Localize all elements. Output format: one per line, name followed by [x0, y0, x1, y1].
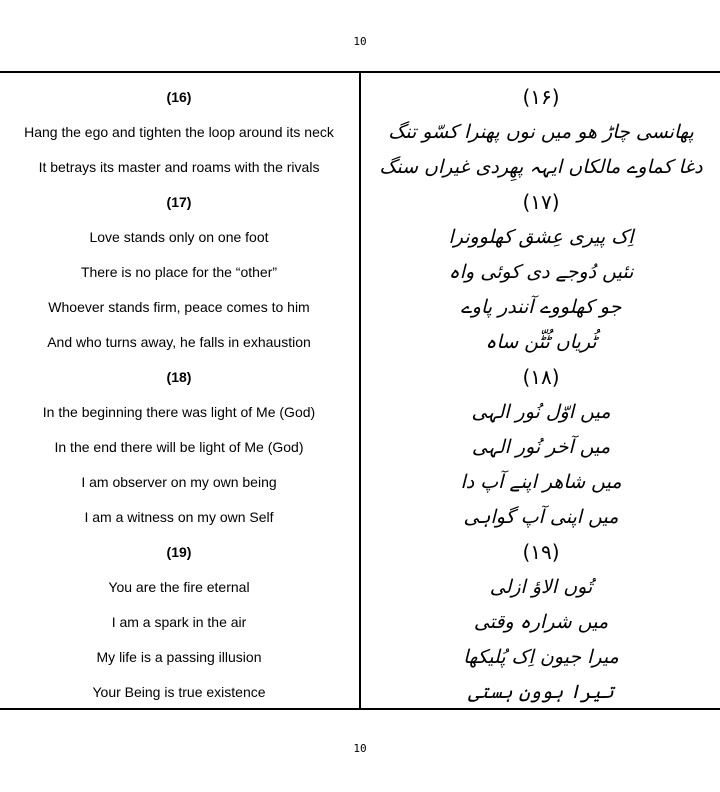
english-line: I am observer on my own being [81, 474, 277, 490]
verse-number-urdu: (۱۸) [522, 365, 560, 389]
verse-number-urdu: (۱۹) [522, 540, 560, 564]
english-line: Love stands only on one foot [89, 229, 269, 245]
english-line: I am a witness on my own Self [84, 509, 274, 525]
verse-heading-row [0, 362, 720, 392]
table-bottom-rule [0, 708, 720, 710]
verse-row [0, 607, 720, 637]
verse-number-english: (18) [166, 369, 192, 385]
urdu-line: میں شرارہ وقتی [473, 611, 609, 633]
english-line: Hang the ego and tighten the loop around its neck [24, 124, 334, 140]
verse-number-urdu: (۱۷) [522, 190, 560, 214]
english-line: In the beginning there was light of Me (God) [42, 404, 316, 420]
verse-row [0, 327, 720, 357]
page-number-top: 10 [353, 35, 367, 48]
verse-number-english: (17) [166, 194, 192, 210]
urdu-line: میں شاھر اپنے آپ دا [460, 471, 622, 493]
verse-row [0, 397, 720, 427]
urdu-line: دغا کماوے مالکاں ایہہ پھِردی غیراں سنگ [379, 156, 703, 178]
english-line: You are the fire eternal [108, 579, 250, 595]
urdu-line: اِک پیری عِشق کھلوونرا [448, 226, 634, 248]
verse-row [0, 152, 720, 182]
urdu-line: تُوں الاؤ ازلی [489, 576, 593, 598]
verse-row [0, 117, 720, 147]
urdu-line: جو کھلووے آنندر پاوے [460, 296, 622, 318]
urdu-line: میرا جیون اِک پُلیکھا [463, 646, 619, 668]
verse-row [0, 222, 720, 252]
verse-number-english: (16) [166, 89, 192, 105]
english-line: In the end there will be light of Me (God) [54, 439, 304, 455]
urdu-line: میں آخر نُور الہی [471, 436, 611, 458]
urdu-line: تیرا ہوون ہستی [468, 681, 614, 703]
verse-row [0, 467, 720, 497]
verse-row [0, 642, 720, 672]
verse-number-urdu: (۱۶) [522, 85, 560, 109]
english-line: Whoever stands firm, peace comes to him [48, 299, 310, 315]
english-line: Your Being is true existence [92, 684, 266, 700]
english-line: My life is a passing illusion [96, 649, 262, 665]
urdu-line: میں اپنی آپ گواہی [463, 506, 619, 528]
verse-row [0, 432, 720, 462]
english-line: And who turns away, he falls in exhaustion [47, 334, 311, 350]
verse-heading-row [0, 187, 720, 217]
urdu-line: نئیں دُوجے دی کوئی واہ [448, 261, 634, 283]
verse-row [0, 257, 720, 287]
urdu-line: ٹُریاں ٹُٹّن ساہ [485, 331, 597, 353]
verse-row [0, 502, 720, 532]
urdu-line: پھانسی چاڑ ھو میں نوں پھنرا کسّو تنگ [388, 121, 694, 143]
verse-heading-row [0, 537, 720, 567]
verse-row [0, 572, 720, 602]
english-line: I am a spark in the air [111, 614, 247, 630]
urdu-line: میں اوّل نُور الہی [471, 401, 611, 423]
page-number-bottom: 10 [353, 742, 367, 755]
verse-number-english: (19) [166, 544, 192, 560]
verse-row [0, 677, 720, 707]
english-line: It betrays its master and roams with the rivals [38, 159, 320, 175]
english-line: There is no place for the “other” [80, 264, 278, 280]
verse-row [0, 292, 720, 322]
verse-heading-row [0, 82, 720, 112]
